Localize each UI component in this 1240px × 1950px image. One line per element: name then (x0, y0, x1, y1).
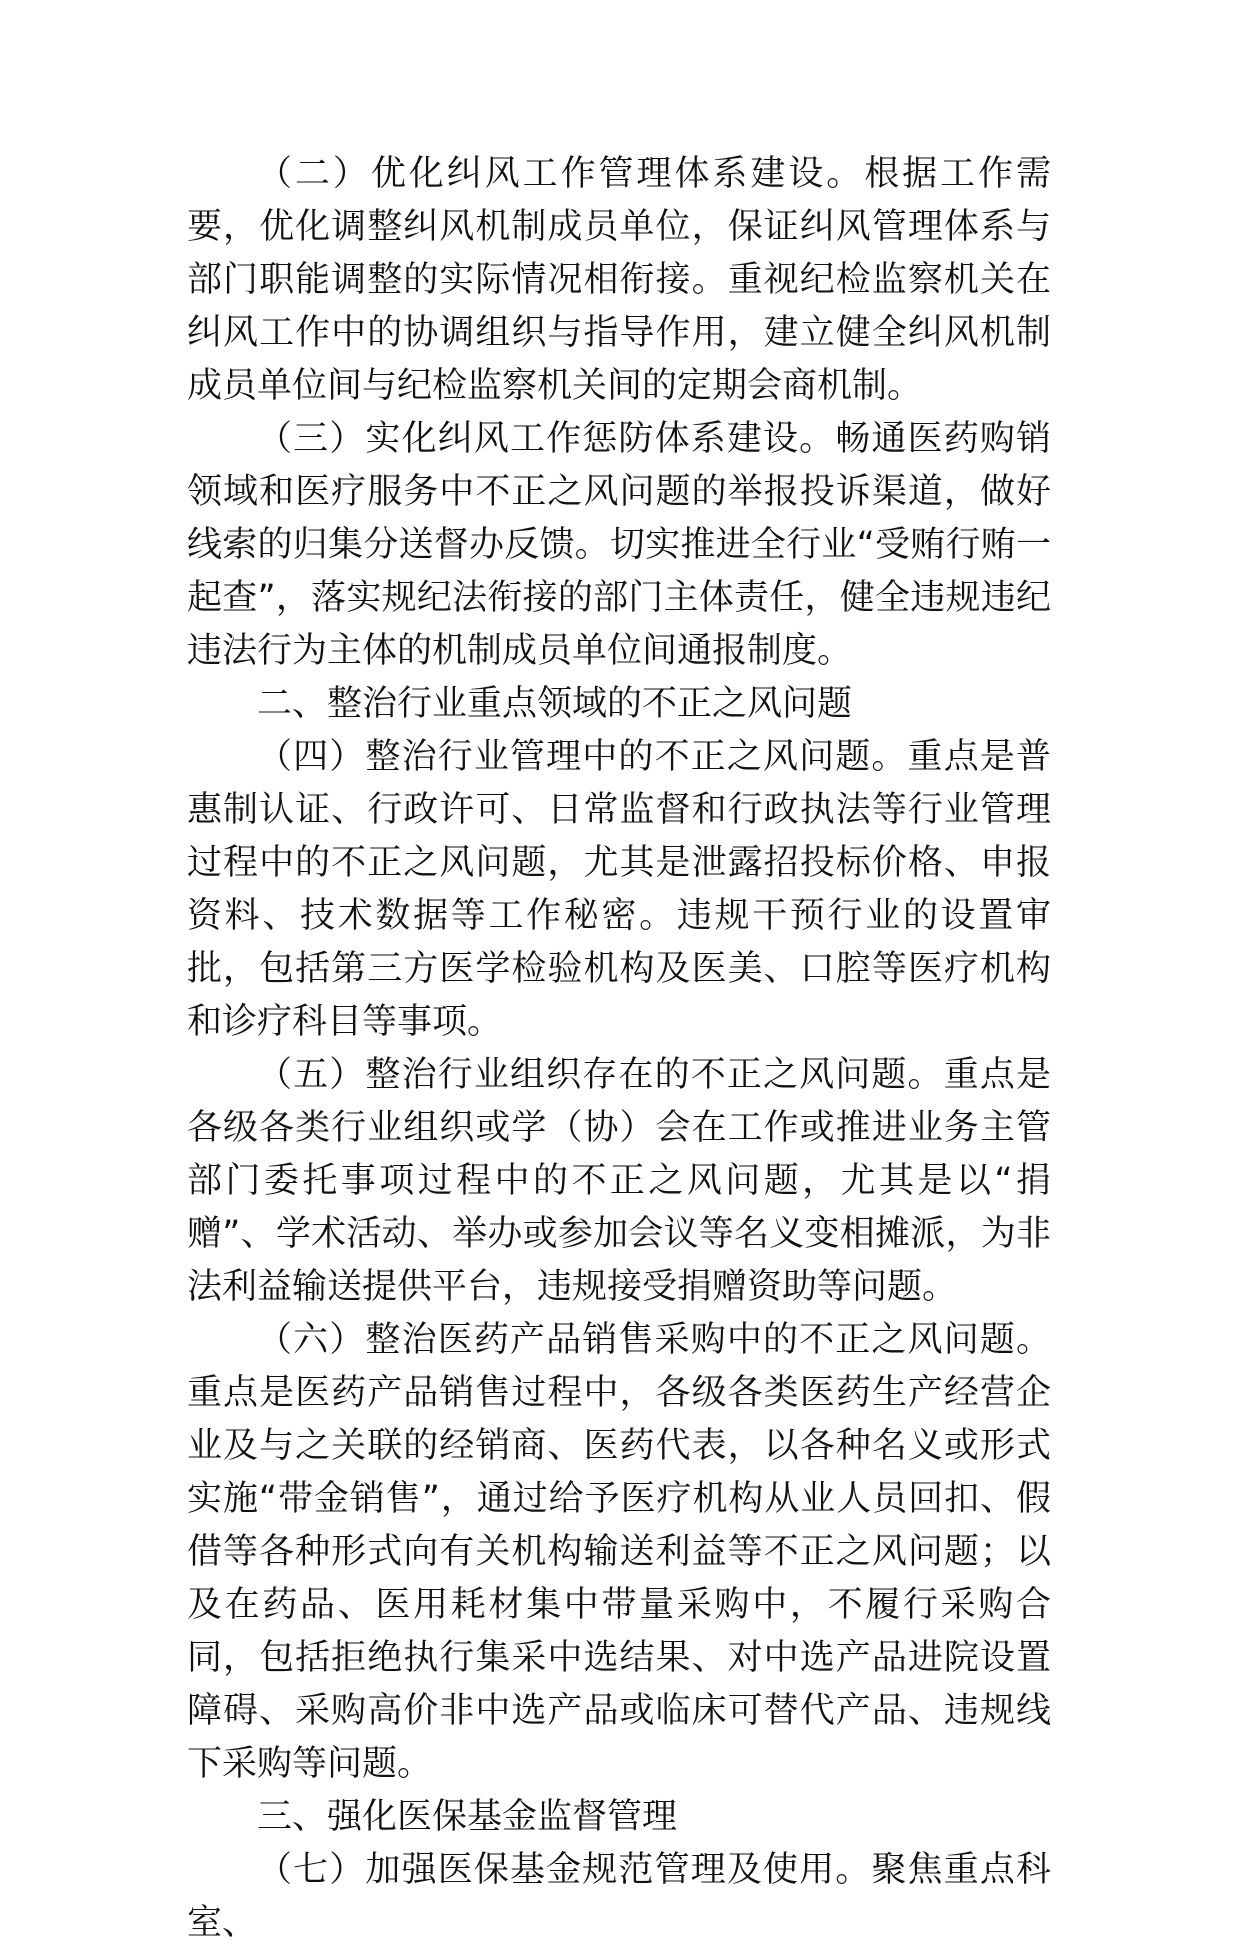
paragraph-5: （五）整治行业组织存在的不正之风问题。重点是各级各类行业组织或学（协）会在工作或推进业务主管部门委托事项过程中的不正之风问题，尤其是以“捐赠”、学术活动、举办或参加会议等名义变相摊派，为非法利益输送提供平台，违规接受捐赠资助等问题。 (187, 1055, 1051, 1307)
document-body (187, 148, 1051, 1950)
paragraph-7: （七）加强医保基金规范管理及使用。聚焦重点科室、 (187, 1850, 1051, 1943)
paragraph-3: （三）实化纠风工作惩防体系建设。畅通医药购销领域和医疗服务中不正之风问题的举报投诉渠道，做好线索的归集分送督办反馈。切实推进全行业“受贿行贿一起查”，落实规纪法衔接的部门主体责任，健全违规违纪违法行为主体的机制成员单位间通报制度。 (187, 419, 1051, 671)
paragraph-4: （四）整治行业管理中的不正之风问题。重点是普惠制认证、行政许可、日常监督和行政执法等行业管理过程中的不正之风问题，尤其是泄露招投标价格、申报资料、技术数据等工作秘密。违规干预行业的设置审批，包括第三方医学检验机构及医美、口腔等医疗机构和诊疗科目等事项。 (187, 737, 1051, 1042)
paragraph-6: （六）整治医药产品销售采购中的不正之风问题。重点是医药产品销售过程中，各级各类医药生产经营企业及与之关联的经销商、医药代表，以各种名义或形式实施“带金销售”，通过给予医疗机构从业人员回扣、假借等各种形式向有关机构输送利益等不正之风问题；以及在药品、医用耗材集中带量采购中，不履行采购合同，包括拒绝执行集采中选结果、对中选产品进院设置障碍、采购高价非中选产品或临床可替代产品、违规线下采购等问题。 (187, 1320, 1051, 1784)
section-heading-2: 二、整治行业重点领域的不正之风问题 (257, 684, 853, 724)
paragraph-2: （二）优化纠风工作管理体系建设。根据工作需要，优化调整纠风机制成员单位，保证纠风管理体系与部门职能调整的实际情况相衔接。重视纪检监察机关在纠风工作中的协调组织与指导作用，建立健全纠风机制成员单位间与纪检监察机关间的定期会商机制。 (187, 154, 1051, 406)
section-heading-3: 三、强化医保基金监督管理 (257, 1797, 678, 1837)
